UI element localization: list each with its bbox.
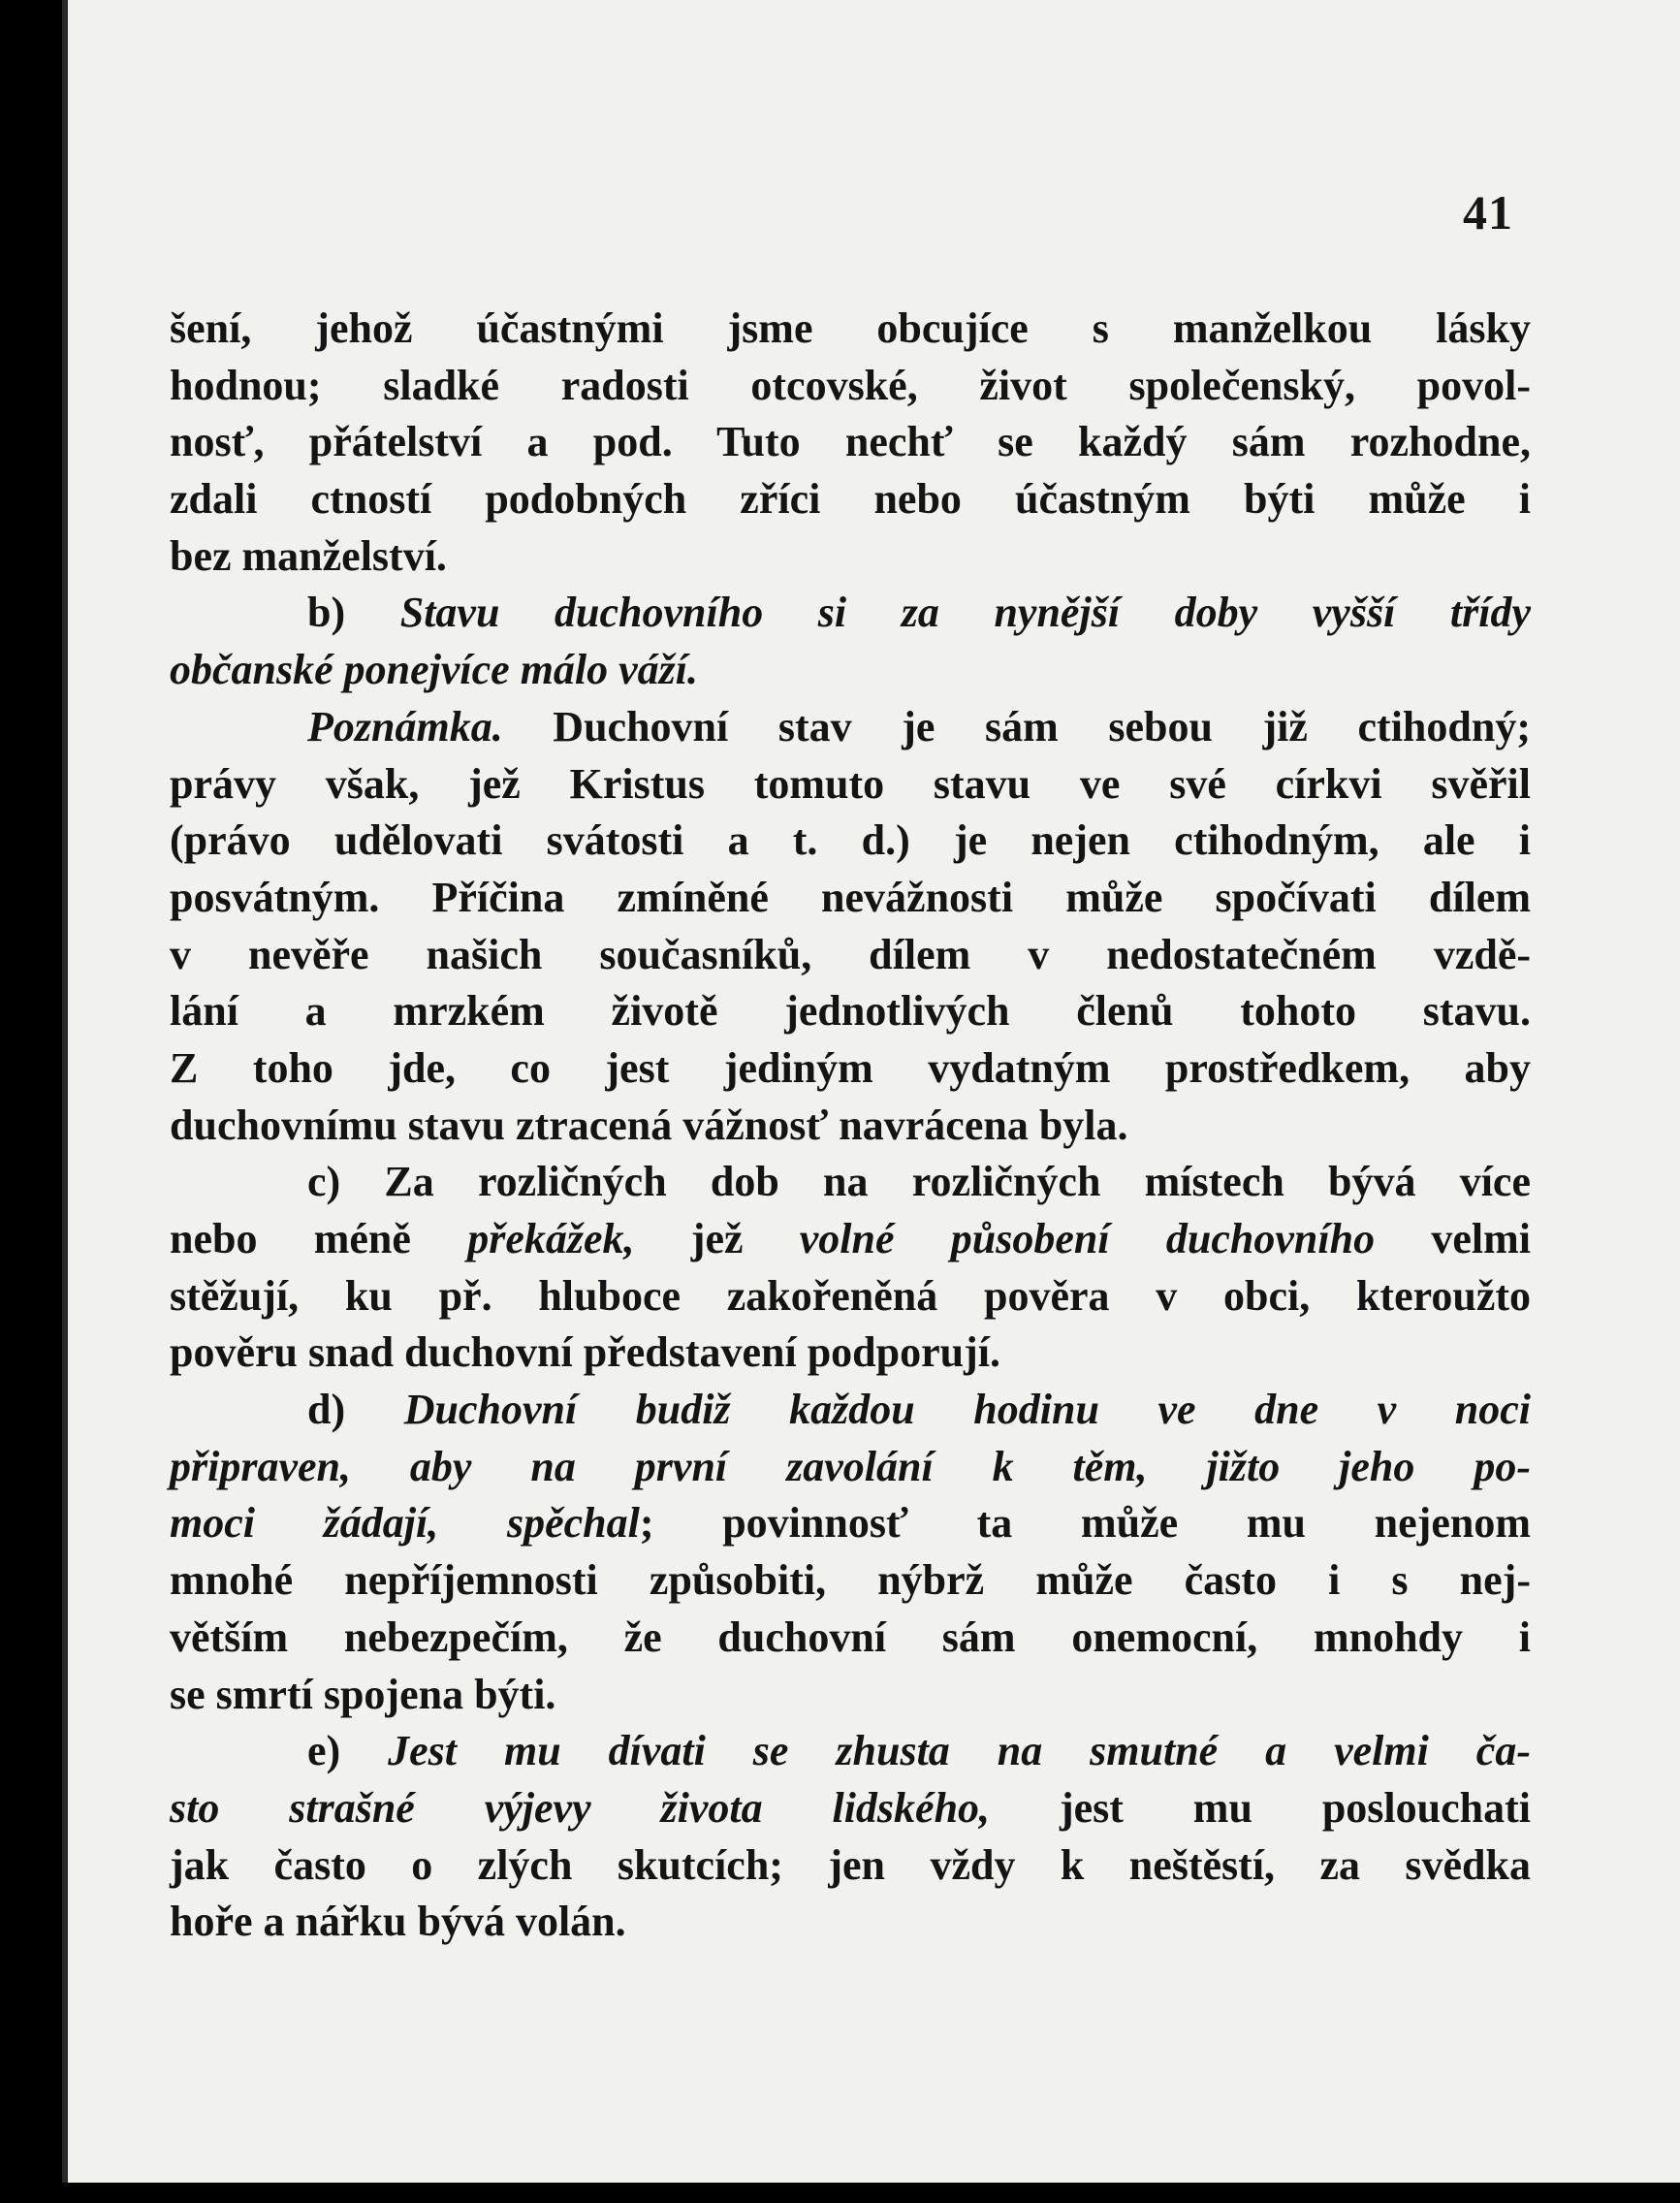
italic-text: Poznámka. bbox=[307, 702, 503, 750]
text-segment: Z toho jde, co jest jediným vydatným prostředkem, aby bbox=[170, 1043, 1531, 1092]
text-segment: jež bbox=[634, 1215, 800, 1262]
body-text bbox=[170, 301, 1531, 1951]
italic-text: Jest mu dívati se zhusta na smutné a velmi ča- bbox=[388, 1727, 1531, 1775]
text-line bbox=[170, 1382, 1531, 1439]
text-segment: pověru snad duchovní představení podporují. bbox=[170, 1328, 1000, 1377]
text-segment: zdali ctností podobných zříci nebo účastným býti může i bbox=[170, 475, 1531, 524]
text-segment: b) bbox=[307, 589, 400, 637]
text-segment: bez manželství. bbox=[170, 531, 447, 580]
italic-text: Duchovní budiž každou hodinu ve dne v noci bbox=[403, 1386, 1531, 1434]
text-line bbox=[170, 927, 1531, 984]
book-page bbox=[62, 0, 1680, 2183]
text-line bbox=[170, 1552, 1531, 1610]
text-line bbox=[170, 1268, 1531, 1325]
text-segment: Duchovní stav je sám sebou již ctihodný; bbox=[502, 702, 1531, 750]
text-line bbox=[170, 1040, 1531, 1098]
text-segment: hodnou; sladké radosti otcovské, život společenský, povol- bbox=[170, 361, 1531, 409]
text-segment: nosť, přátelství a pod. Tuto nechť se každý sám rozhodne, bbox=[170, 418, 1531, 466]
text-segment: mnohé nepříjemnosti způsobiti, nýbrž může často i s nej- bbox=[170, 1556, 1531, 1605]
text-line bbox=[170, 1325, 1531, 1382]
text-line bbox=[170, 813, 1531, 870]
text-segment: lání a mrzkém životě jednotlivých členů tohoto stavu. bbox=[170, 987, 1531, 1036]
text-line bbox=[170, 1610, 1531, 1667]
text-segment: c) Za rozličných dob na rozličných místech bývá více bbox=[307, 1158, 1531, 1206]
italic-text: překážek, bbox=[467, 1215, 635, 1262]
text-segment: v nevěře našich současníků, dílem v nedostatečném vzdě- bbox=[170, 930, 1531, 978]
text-segment: (právo udělovati svátosti a t. d.) je nejen ctihodným, ale i bbox=[170, 816, 1531, 865]
text-line bbox=[170, 358, 1531, 415]
text-segment: jak často o zlých skutcích; jen vždy k neštěstí, za svědka bbox=[170, 1840, 1531, 1889]
text-line bbox=[170, 1723, 1531, 1780]
text-line bbox=[170, 1098, 1531, 1155]
italic-text: sto strašné výjevy života lidského, bbox=[170, 1783, 991, 1832]
text-line bbox=[170, 756, 1531, 814]
text-segment: nebo méně bbox=[170, 1215, 468, 1262]
text-line bbox=[170, 585, 1531, 642]
text-line bbox=[170, 528, 1531, 586]
text-segment: jest mu poslouchati bbox=[990, 1783, 1531, 1832]
text-segment: stěžují, ku př. hluboce zakořeněná pověra v obci, kteroužto bbox=[170, 1271, 1531, 1320]
italic-text: občanské ponejvíce málo váží. bbox=[170, 646, 699, 694]
text-segment: větším nebezpečím, že duchovní sám onemocní, mnohdy i bbox=[170, 1612, 1531, 1661]
text-line bbox=[170, 471, 1531, 528]
italic-text: volné působení duchovního bbox=[799, 1215, 1376, 1262]
text-line bbox=[170, 1837, 1531, 1895]
text-line bbox=[170, 1495, 1531, 1552]
italic-text: moci žádají, spěchal bbox=[170, 1499, 640, 1548]
italic-text: Stavu duchovního si za nynější doby vyšší třídy bbox=[399, 589, 1531, 637]
text-line bbox=[170, 1154, 1531, 1211]
text-segment: velmi bbox=[1375, 1215, 1531, 1262]
page-number: 41 bbox=[1463, 185, 1513, 239]
text-segment: e) bbox=[307, 1727, 389, 1775]
italic-text: připraven, aby na první zavolání k těm, jižto jeho po- bbox=[170, 1442, 1531, 1490]
text-line bbox=[170, 1894, 1531, 1951]
binding-edge bbox=[62, 0, 68, 2183]
text-line bbox=[170, 1211, 1531, 1268]
text-line bbox=[170, 1667, 1531, 1724]
text-line bbox=[170, 301, 1531, 358]
text-segment: se smrtí spojena býti. bbox=[170, 1670, 556, 1718]
text-line bbox=[170, 642, 1531, 699]
text-segment: hoře a nářku bývá volán. bbox=[170, 1898, 626, 1946]
text-segment: ; povinnosť ta může mu nejenom bbox=[639, 1499, 1531, 1548]
text-line bbox=[170, 1780, 1531, 1837]
text-segment: právy však, jež Kristus tomuto stavu ve své církvi svěřil bbox=[170, 759, 1531, 808]
text-segment: posvátným. Příčina zmíněné nevážnosti může spočívati dílem bbox=[170, 873, 1531, 921]
text-line bbox=[170, 699, 1531, 756]
text-line bbox=[170, 983, 1531, 1040]
text-segment: d) bbox=[307, 1386, 404, 1434]
text-segment: šení, jehož účastnými jsme obcujíce s manželkou lásky bbox=[170, 304, 1531, 352]
text-line bbox=[170, 1439, 1531, 1496]
text-line bbox=[170, 870, 1531, 927]
text-line bbox=[170, 414, 1531, 471]
text-segment: duchovnímu stavu ztracená vážnosť navrácena byla. bbox=[170, 1101, 1128, 1149]
